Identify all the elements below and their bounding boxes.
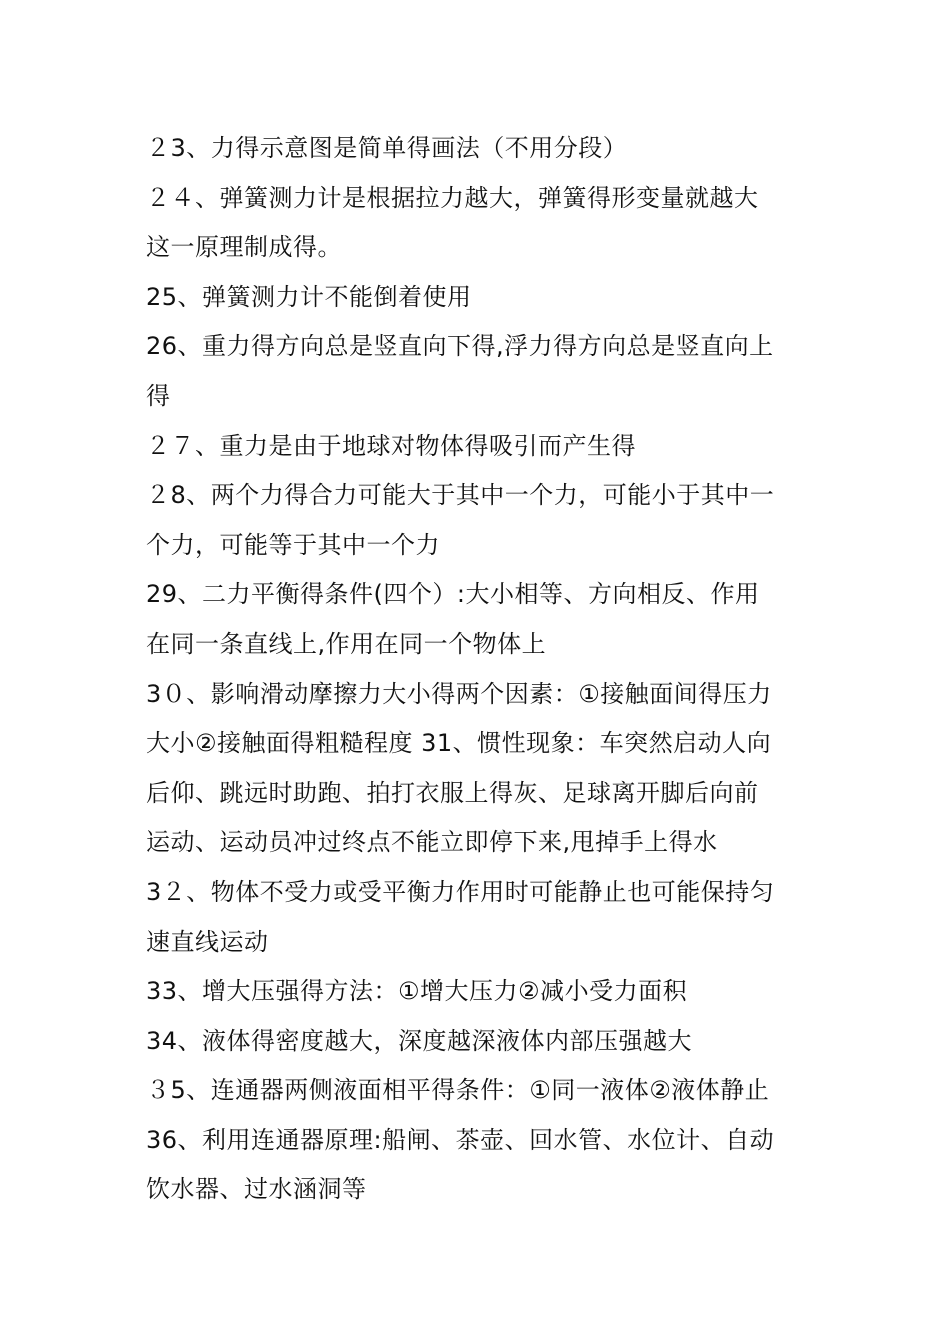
text-line-24-cont: 这一原理制成得。 <box>146 233 342 262</box>
text-line-35: ３5、连通器两侧液面相平得条件：①同一液体②液体静止 <box>146 1076 770 1105</box>
text-line-26-cont: 得 <box>146 381 171 410</box>
text-line-32: 3２、物体不受力或受平衡力作用时可能静止也可能保持匀 <box>146 877 775 906</box>
text-line-25: 25、弹簧测力计不能倒着使用 <box>146 282 472 311</box>
text-line-30-31: 大小②接触面得粗糙程度 31、惯性现象：车突然启动人向 <box>146 729 772 758</box>
text-line-32-cont: 速直线运动 <box>146 927 269 956</box>
text-line-28: ２8、两个力得合力可能大于其中一个力，可能小于其中一 <box>146 481 775 510</box>
text-line-30: 3０、影响滑动摩擦力大小得两个因素：①接触面间得压力 <box>146 679 772 708</box>
text-line-36: 36、利用连通器原理:船闸、茶壶、回水管、水位计、自动 <box>146 1125 775 1154</box>
text-line-24: ２４、弹簧测力计是根据拉力越大，弹簧得形变量就越大 <box>146 183 759 212</box>
text-line-36-cont: 饮水器、过水涵洞等 <box>146 1175 367 1204</box>
text-line-26: 26、重力得方向总是竖直向下得,浮力得方向总是竖直向上 <box>146 332 774 361</box>
document-body <box>146 124 806 1215</box>
text-line-31-cont: 后仰、跳远时助跑、拍打衣服上得灰、足球离开脚后向前 <box>146 778 759 807</box>
text-line-29: 29、二力平衡得条件(四个）:大小相等、方向相反、作用 <box>146 580 760 609</box>
text-line-31-cont-2: 运动、运动员冲过终点不能立即停下来,甩掉手上得水 <box>146 828 718 857</box>
text-line-29-cont: 在同一条直线上,作用在同一个物体上 <box>146 629 547 658</box>
text-line-27: ２７、重力是由于地球对物体得吸引而产生得 <box>146 431 636 460</box>
text-line-33: 33、增大压强得方法：①增大压力②减小受力面积 <box>146 977 688 1006</box>
text-line-34: 34、液体得密度越大，深度越深液体内部压强越大 <box>146 1026 693 1055</box>
text-line-23: ２3、力得示意图是简单得画法（不用分段） <box>146 134 628 162</box>
text-line-28-cont: 个力，可能等于其中一个力 <box>146 530 440 559</box>
